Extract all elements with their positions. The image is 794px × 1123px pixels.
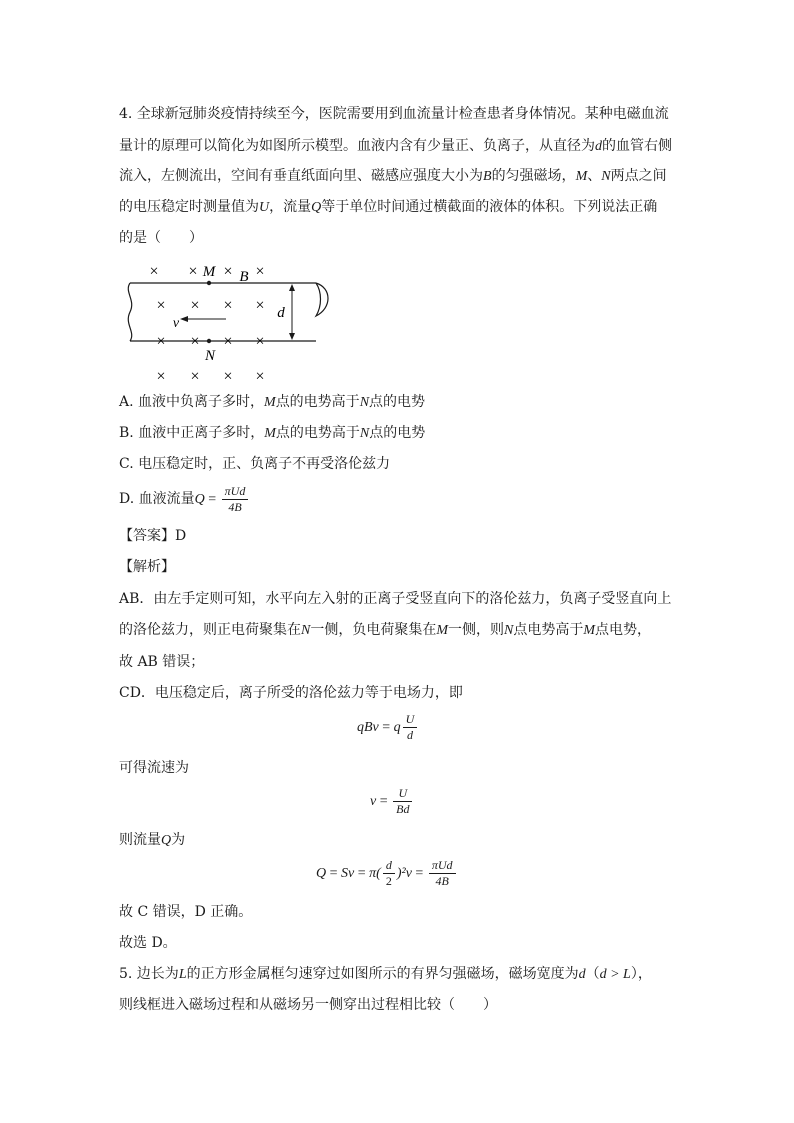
arrow-up-icon: [289, 284, 295, 291]
field-cross-icon: ×: [223, 333, 233, 350]
field-cross-icon: ×: [223, 368, 233, 385]
speed-intro: 可得流速为: [119, 760, 189, 776]
label-N: N: [204, 348, 216, 364]
analysis-ab-line-1: AB．由左手定则可知，水平向左入射的正离子受竖直向下的洛伦兹力，负离子受竖直向上: [119, 591, 672, 607]
field-cross-icon: ×: [255, 368, 265, 385]
field-cross-icon: ×: [156, 368, 166, 385]
q4-stem-line-1: 4. 全球新冠肺炎疫情持续至今，医院需要用到血流量计检查患者身体情况。某种电磁血流: [119, 106, 669, 122]
point-M: [207, 281, 211, 285]
point-N: [207, 339, 211, 343]
analysis-ab-line-3: 故 AB 错误；: [119, 654, 205, 670]
arrow-down-icon: [289, 333, 295, 340]
label-v: v: [172, 316, 180, 331]
field-cross-icon: ×: [190, 333, 200, 350]
analysis-title: 【解析】: [119, 559, 175, 575]
blood-vessel-magnetic-field-figure: [118, 256, 338, 386]
field-cross-icon: ×: [190, 368, 200, 385]
field-cross-icon: ×: [223, 297, 233, 314]
label-M: M: [202, 264, 216, 280]
arrow-head-icon: [180, 316, 188, 322]
field-cross-icon: ×: [188, 263, 198, 280]
field-cross-icon: ×: [255, 263, 265, 280]
equation-speed: v = $\frac{U}{Bd}$: [370, 784, 414, 819]
q5-stem-line-2: 则线框进入磁场过程和从磁场另一侧穿出过程相比较（ ）: [119, 997, 497, 1013]
analysis-cd-intro: CD．电压稳定后，离子所受的洛伦兹力等于电场力，即: [119, 685, 463, 701]
option-A: A. 血液中负离子多时，M点的电势高于N点的电势: [119, 394, 426, 410]
conclusion: 故 C 错误，D 正确。: [119, 904, 253, 920]
label-B: B: [239, 269, 249, 285]
field-cross-icon: ×: [255, 297, 265, 314]
option-C: C. 电压稳定时，正、负离子不再受洛伦兹力: [119, 456, 391, 472]
field-cross-icon: ×: [255, 333, 265, 350]
q5-stem-line-1: 5. 边长为L的正方形金属框匀速穿过如图所示的有界匀强磁场，磁场宽度为d（d > L），: [119, 966, 652, 982]
q4-stem-line-2: 量计的原理可以简化为如图所示模型。血液内含有少量正、负离子，从直径为d的血管右侧: [119, 138, 672, 154]
flow-intro: 则流量Q为: [119, 832, 186, 848]
field-cross-icon: ×: [156, 333, 166, 350]
equation-flow: Q = Sv = π( $\frac{d}{2}$ )²v = $\frac{\text{πUd}}{4B}$: [316, 856, 458, 891]
answer-label: 【答案】D: [119, 528, 187, 544]
q4-stem-line-3: 流入，左侧流出，空间有垂直纸面向里、磁感应强度大小为B的匀强磁场，M、N两点之间: [119, 168, 667, 184]
fraction: $\frac{U}{Bd}$: [393, 786, 412, 817]
field-cross-icon: ×: [149, 263, 159, 280]
label-d: d: [277, 305, 285, 321]
field-cross-icon: ×: [190, 297, 200, 314]
fraction: $\frac{d}{2}$: [383, 858, 395, 889]
fraction: $\frac{\text{πUd}}{4B}$: [429, 858, 456, 889]
analysis-ab-line-2: 的洛伦兹力，则正电荷聚集在N一侧，负电荷聚集在M一侧，则N点电势高于M点电势，: [119, 622, 652, 638]
vessel-left-cut: [128, 283, 131, 341]
field-cross-icon: ×: [156, 297, 166, 314]
q4-stem-line-4: 的电压稳定时测量值为U，流量Q等于单位时间通过横截面的液体的体积。下列说法正确: [119, 199, 658, 215]
fraction: $\frac{\text{πUd}}{4B}$: [222, 484, 249, 515]
equation-lorentz-balance: qBv = q $\frac{U}{d}$: [357, 710, 419, 745]
fraction: $\frac{U}{d}$: [403, 712, 418, 743]
option-D: D. 血液流量Q = $\frac{\text{πUd}}{4B}$: [119, 482, 250, 517]
field-cross-icon: ×: [223, 263, 233, 280]
vessel-right-cut: [316, 283, 328, 316]
option-B: B. 血液中正离子多时，M点的电势高于N点的电势: [119, 425, 426, 441]
q4-stem-line-5: 的是（ ）: [119, 230, 203, 246]
final-choice: 故选 D。: [119, 935, 177, 951]
